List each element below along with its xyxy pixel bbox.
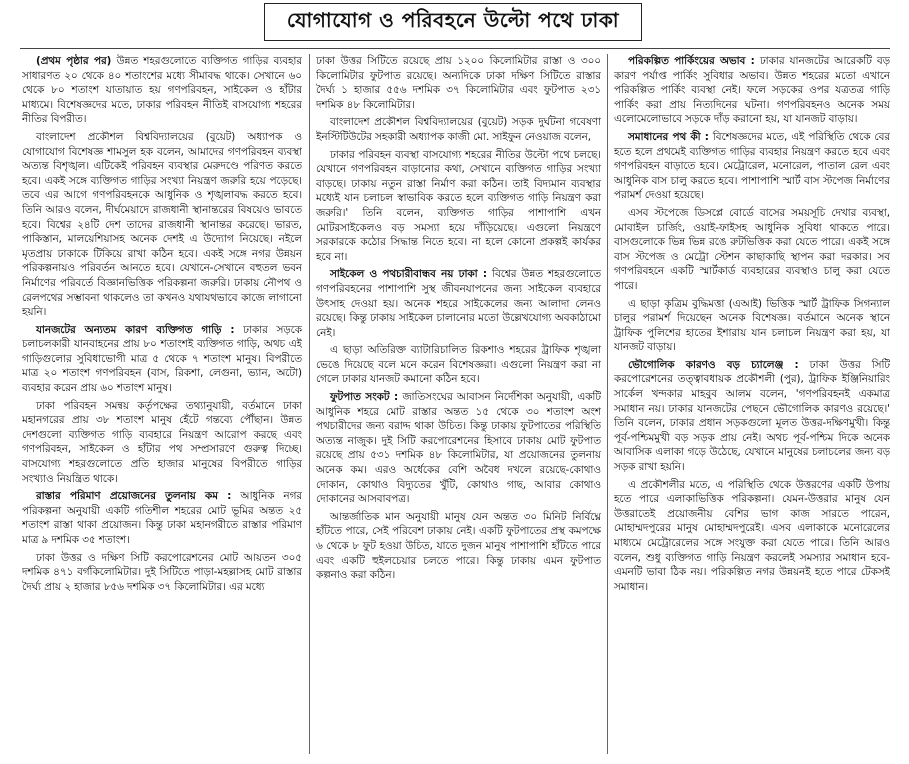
article-paragraph [614,130,890,203]
article-paragraph [614,358,890,475]
article-paragraph [22,130,302,320]
subheading: সমাধানের পথ কী : [628,130,709,143]
article-column-1 [22,54,302,760]
paragraph-text: বাংলাদেশ প্রকৌশল বিশ্ববিদ্যালয়ের (বুয়েট) অধ্যাপক ও যোগাযোগ বিশেষজ্ঞ শামসুল হক বলেন, আমাদের গণপরিবহন ব্যবস্থা অত্যন্ত বিশৃঙ্খল। এটিকেই পরিবহন ব্যবস্থার মেরুদণ্ডে পরিণত করতে হবে। একই সঙ্গে ব্যক্তিগত গাড়ির সংখ্যা নিয়ন্ত্রণ জরুরি হয়ে পড়েছে। তবে এর আগে গণপরিবহনকে আধুনিক ও শৃঙ্খলাবদ্ধ করতে হবে। তিনি আরও বলেন, দীর্ঘমেয়াদে রাজধানী স্থানান্তরের বিষয়েও ভাবতে হবে। বিশ্বের ২৪টি দেশ তাদের রাজধানী স্থানান্তর করেছে। ভারত, পাকিস্তান, মালয়েশিয়াসহ অনেক দেশই এ উদ্যোগ নিয়েছে। নইলে মৃতপ্রায় ঢাকাকে টিকিয়ে রাখা কঠিন হবে। একই সঙ্গে নগর উন্নয়ন পরিকল্পনায়ও পরিবর্তন আনতে হবে। যেখানে-সেখানে বহুতল ভবন নির্মাণের পরিবর্তে বিজ্ঞানভিত্তিক পরিকল্পনা জরুরি। ঢাকায় নৌপথ ও রেলপথের সম্ভাবনা থাকলেও তা কখনও যথাযথভাবে কাজে লাগানো হয়নি। [22,130,302,319]
paragraph-text: উন্নত শহরগুলোতে ব্যক্তিগত গাড়ির ব্যবহার সাধারণত ২০ থেকে ৪০ শতাংশের মধ্যে সীমাবদ্ধ থাকে। সেখানে ৬০ থেকে ৮০ শতাংশ যাতায়াত হয় গণপরিবহন, সাইকেল ও হাঁটার মাধ্যমে। বিশেষজ্ঞদের মতে, ঢাকার পরিবহন নীতিই বাসযোগ্য শহরের নীতির বিপরীত। [22,55,302,126]
subheading: সাইকেল ও পথচারীবান্ধব নয় ঢাকা : [330,268,488,281]
article-paragraph [614,54,890,127]
top-rule [20,48,890,49]
article-paragraph [316,115,601,144]
article-paragraph [316,343,601,387]
article-paragraph [316,510,601,583]
paragraph-text: ঢাকার সড়কে চলাচলকারী যানবাহনের প্রায় ৮০ শতাংশই ব্যক্তিগত গাড়ি, অথচ এই গাড়িগুলোর সুবিধাভোগী মাত্র ৫ থেকে ৭ শতাংশ মানুষ। বিপরীতে মাত্র ২০ শতাংশ গণপরিবহন (বাস, রিকশা, লেগুনা, ভ্যান, অটো) ব্যবহার করেন প্রায় ৬০ শতাংশ মানুষ। [22,323,302,395]
paragraph-text: ঢাকা উত্তর সিটিতে রয়েছে প্রায় ১২০০ কিলোমিটার রাস্তা ও ৩০০ কিলোমিটার ফুটপাত রয়েছে। অন্যদিকে ঢাকা দক্ষিণ সিটিতে রাস্তার দৈর্ঘ্য ১ হাজার ৫৫৬ দশমিক ৩৭ কিলোমিটার এবং ফুটপাত ২৩১ দশমিক ৪৮ কিলোমিটার। [316,55,601,111]
headline-box [264,3,642,41]
paragraph-text: ঢাকা পরিবহন সমন্বয় কর্তৃপক্ষের তথ্যানুযায়ী, বর্তমানে ঢাকা মহানগরের প্রায় ৩৮ শতাংশ মানুষ হেঁটে গন্তব্যে পৌঁছান। উন্নত দেশগুলো ব্যক্তিগত গাড়ি ব্যবহারে নিয়ন্ত্রণ আরোপ করছে এবং গণপরিবহন, সাইকেল ও হাঁটার পথ সম্প্রসারণে গুরুত্ব দিচ্ছে। বাসযোগ্য শহরগুলোতে প্রতি হাজার মানুষের বিপরীতে গাড়ির সংখ্যাও নিয়ন্ত্রিত থাকে। [22,399,302,485]
article-paragraph [316,148,601,265]
paragraph-text: ঢাকার যানজটের আরেকটি বড় কারণ পর্যাপ্ত পার্কিং সুবিধার অভাব। উন্নত শহরের মতো এখানে পরিকল্পিত পার্কিং ব্যবস্থা নেই। ফলে সড়কের ওপর যত্রতত্র গাড়ি পার্কিং করা প্রায় নিত্যদিনের ঘটনা। গণপরিবহনও অনেক সময় এলোমেলোভাবে সড়কে দাঁড় করানো হয়, যা যানজট বাড়ায়। [614,55,890,126]
article-paragraph [614,206,890,294]
paragraph-text: আধুনিক নগর পরিকল্পনা অনুযায়ী একটি গতিশীল শহরের মোট ভূমির অন্তত ২৫ শতাংশ রাস্তা থাকা প্রয়োজন। কিন্তু ঢাকা মহানগরীতে রাস্তার পরিমাণ মাত্র ৯ দশমিক ৩৫ শতাংশ। [22,490,302,546]
paragraph-text: জাতিসংঘের আবাসন নির্দেশিকা অনুযায়ী, একটি আধুনিক শহরে মোট রাস্তার অন্তত ১৫ থেকে ৩০ শতাংশ অংশ পথচারীদের জন্য বরাদ্দ থাকা উচিত। কিন্তু ঢাকায় ফুটপাতের পরিস্থিতি অত্যন্ত নাজুক। দুই সিটি করপোরেশনের হিসাবে ঢাকায় মোট ফুটপাত রয়েছে প্রায় ৫৩১ দশমিক ৪৮ কিলোমিটার, যা প্রয়োজনের তুলনায় অনেক কম। এরও অর্ধেকের বেশি অবৈধ দখলে রয়েছে-কোথাও দোকান, কোথাও বিদ্যুতের খুঁটি, কোথাও গাছ, আবার কোথাও দোকানের আসবাবপত্র। [316,391,601,506]
subheading: পরিকল্পিত পার্কিংয়ের অভাব : [628,55,755,67]
article-paragraph [316,54,601,112]
paragraph-text: আন্তর্জাতিক মান অনুযায়ী মানুষ যেন অন্তত ৩০ মিনিট নির্বিঘ্নে হাঁটতে পারে, সেই পরিবেশ ঢাকায় নেই। একটি ফুটপাতের প্রস্থ কমপক্ষে ৬ থেকে ৮ ফুট হওয়া উচিত, যাতে দুজন মানুষ পাশাপাশি হাঁটতে পারে এবং একটি হুইলচেয়ার চলতে পারে। কিন্তু ঢাকায় এমন ফুটপাত কল্পনাও করা কঠিন। [316,510,601,582]
subheading: ফুটপাত সংকট : [330,391,399,404]
paragraph-text: বিশেষজ্ঞদের মতে, এই পরিস্থিতি থেকে বের হতে হলে প্রথমেই ব্যক্তিগত গাড়ির ব্যবহার নিয়ন্ত্রণ করতে হবে এবং গণপরিবহন বাড়াতে হবে। মেট্রোরেল, মনোরেল, পাতাল রেল এবং আধুনিক বাস চালু করতে হবে। পাশাপাশি স্মার্ট বাস স্টপেজ নির্মাণের পরামর্শ দেওয়া হয়েছে। [614,130,890,202]
subheading: রাস্তার পরিমাণ প্রয়োজনের তুলনায় কম : [36,490,232,503]
article-paragraph [22,489,302,547]
paragraph-text: ঢাকা উত্তর সিটি করপোরেশনের তত্ত্বাবধায়ক প্রকৌশলী (পুর), ট্রাফিক ইঞ্জিনিয়ারিং সার্কেল খন্দকার মাহবুব আলম বলেন, 'গণপরিবহনই একমাত্র সমাধান নয়। ঢাকার যানজটের পেছনে ভৌগোলিক কারণও রয়েছে।' তিনি বলেন, ঢাকার প্রধান সড়কগুলো মূলত উত্তর-দক্ষিণমুখী। কিন্তু পূর্ব-পশ্চিমমুখী বড় সড়ক প্রায় নেই। অথচ পূর্ব-পশ্চিম দিকে অনেক আবাসিক এলাকা গড়ে উঠেছে, যেখানে মানুষের চলাচলের জন্য বড় সড়ক রাখা হয়নি। [614,358,890,474]
paragraph-text: এসব স্টপেজে ডিসপ্লে বোর্ডে বাসের সময়সূচি দেখার ব্যবস্থা, মোবাইল চার্জিং, ওয়াই-ফাইসহ আধুনিক সুবিধা থাকতে পারে। বাসগুলোকে ভিন্ন ভিন্ন রঙে রুটভিত্তিক করা যেতে পারে। একই সঙ্গে বাস স্টপেজ ও মেট্রো স্টেশন কাছাকাছি স্থাপন করা দরকার। সব গণপরিবহনে একটি স্মার্টকার্ড ব্যবহারের ব্যবস্থাও চালু করা যেতে পারে। [614,206,890,292]
article-paragraph [614,297,890,355]
paragraph-text: ঢাকা উত্তর ও দক্ষিণ সিটি করপোরেশনের মোট আয়তন ৩০৫ দশমিক ৪৭১ বর্গকিলোমিটার। দুই সিটিতে পাড়া-মহল্লাসহ মোট রাস্তার দৈর্ঘ্য প্রায় ২ হাজার ৮৫৬ দশমিক ৩৭ কিলোমিটার। এর মধ্যে [22,551,302,593]
subheading: (প্রথম পৃষ্ঠার পর) [36,55,112,67]
article-column-2 [316,54,601,760]
paragraph-text: এ প্রকৌশলীর মতে, এ পরিস্থিতি থেকে উত্তরণের একটি উপায় হতে পারে এলাকাভিত্তিক পরিকল্পনা। যেমন-উত্তরার মানুষ যেন উত্তরাতেই প্রয়োজনীয় বেশির ভাগ কাজ সারতে পারেন, মোহাম্মদপুরের মানুষ মোহাম্মদপুরেই। এসব এলাকাকে মনোরেলের মাধ্যমে মেট্রোরেলের সঙ্গে সংযুক্ত করা যেতে পারে। তিনি আরও বলেন, শুধু ব্যক্তিগত গাড়ি নিয়ন্ত্রণ করলেই সমস্যার সমাধান হবে-এমনটি ভাবা ঠিক নয়। পরিকল্পিত নগর উন্নয়নই হতে পারে টেকসই সমাধান। [614,478,890,593]
subheading: যানজটের অন্যতম কারণ ব্যক্তিগত গাড়ি : [36,323,235,336]
paragraph-text: এ ছাড়া কৃত্রিম বুদ্ধিমত্তা (এআই) ভিত্তিক স্মার্ট ট্রাফিক সিগন্যাল চালুর পরামর্শ দিয়েছেন অনেক বিশেষজ্ঞ। বর্তমানে অনেক স্থানে ট্রাফিক পুলিশের হাতের ইশারায় যান চলাচল নিয়ন্ত্রণ করা হয়, যা যানজট বাড়ায়। [614,297,890,354]
article-paragraph [22,54,302,127]
headline: যোগাযোগ ও পরিবহনে উল্টো পথে ঢাকা [286,7,620,32]
article-paragraph [22,399,302,487]
article-paragraph [22,551,302,595]
paragraph-text: বিশ্বের উন্নত শহরগুলোতে গণপরিবহনের পাশাপাশি সুস্থ জীবনযাপনের জন্য সাইকেল ব্যবহারে উৎসাহ দেওয়া হয়। অনেক শহরে সাইকেলের জন্য আলাদা লেনও রয়েছে। কিন্তু ঢাকায় সাইকেল চালানোর মতো উল্লেখযোগ্য অবকাঠামো নেই। [316,268,601,339]
article-paragraph [614,478,890,595]
column-divider-2 [607,54,608,754]
subheading: ভৌগোলিক কারণও বড় চ্যালেঞ্জ : [628,358,799,371]
article-paragraph [316,267,601,340]
paragraph-text: বাংলাদেশ প্রকৌশল বিশ্ববিদ্যালয়ের (বুয়েট) সড়ক দুর্ঘটনা গবেষণা ইনস্টিটিউটের সহকারী অধ্যাপক কাজী মো. সাইফুন নেওয়াজ বলেন, [316,116,601,143]
article-paragraph [22,323,302,396]
paragraph-text: ঢাকার পরিবহন ব্যবস্থা বাসযোগ্য শহরের নীতির উল্টো পথে চলছে। যেখানে গণপরিবহন বাড়ানোর কথা, সেখানে ব্যক্তিগত গাড়ির সংখ্যা বাড়ছে। ঢাকায় নতুন রাস্তা নির্মাণ করা কঠিন। তাই বিদ্যমান ব্যবস্থার মধ্যেই যান চলাচল স্বাভাবিক করতে হলে ব্যক্তিগত গাড়ি নিয়ন্ত্রণ করা জরুরি।' তিনি বলেন, ব্যক্তিগত গাড়ির পাশাপাশি এখন মোটরসাইকেলও বড় সমস্যা হয়ে দাঁড়িয়েছে। এগুলো নিয়ন্ত্রণে সরকারকে কঠোর সিদ্ধান্ত নিতে হবে। না হলে কোনো প্রকল্পই কার্যকর হবে না। [316,148,601,263]
column-divider-1 [309,54,310,754]
article-paragraph [316,390,601,507]
article-column-3 [614,54,890,760]
paragraph-text: এ ছাড়া অতিরিক্ত ব্যাটারিচালিত রিকশাও শহরের ট্রাফিক শৃঙ্খলা ভেঙে দিয়েছে বলে মনে করেন বিশেষজ্ঞরা। এগুলো নিয়ন্ত্রণ করা না গেলে ঢাকার যানজট কমানো কঠিন হবে। [316,344,601,386]
